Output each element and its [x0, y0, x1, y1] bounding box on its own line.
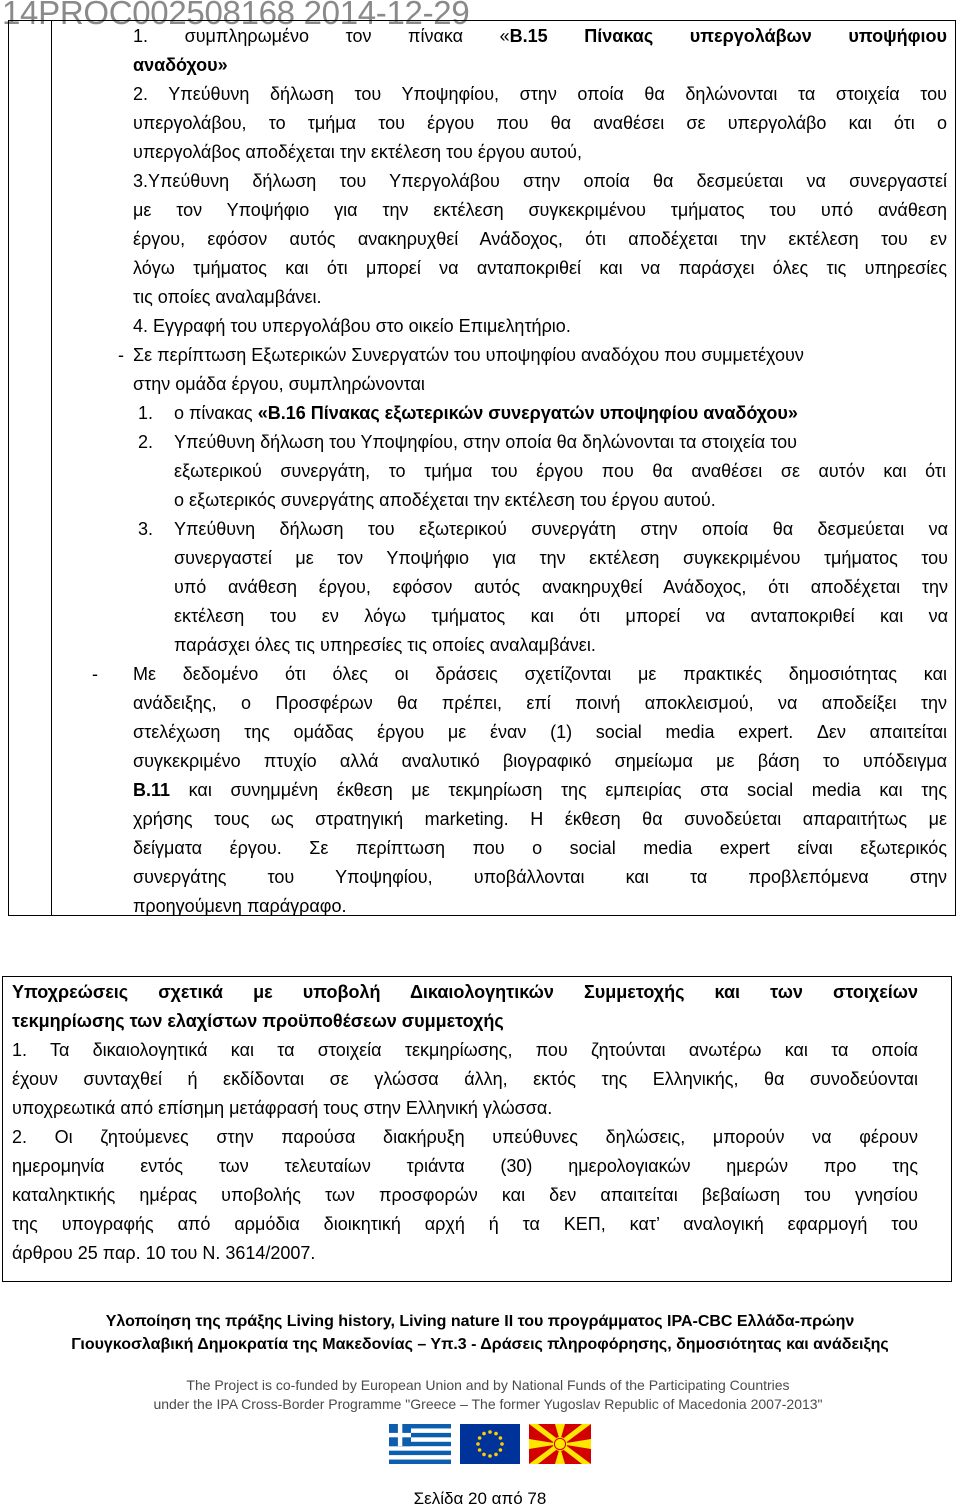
footer-project-line: Υλοποίηση της πράξης Living history, Living nature II του προγράμματος IPA-CBC Ελλάδα-πρώην: [105, 1313, 855, 1330]
text-line: εκτέλεση του εν λόγω τμήματος και ότι μπορεί να ανταποκριθεί και να: [174, 606, 948, 626]
text-line: άρθρου 25 παρ. 10 του Ν. 3614/2007.: [12, 1243, 316, 1263]
text-line: 4. Εγγραφή του υπεργολάβου στο οικείο Επιμελητήριο.: [133, 316, 571, 336]
text-line: υπεργολάβος αποδέχεται την εκτέλεση του έργου αυτού,: [133, 142, 582, 162]
section-heading: Υποχρεώσεις σχετικά με υποβολή Δικαιολογητικών Συμμετοχής και των στοιχείων: [12, 982, 918, 1002]
text-line: ημερομηνία εντός των τελευταίων τριάντα (30) ημερολογιακών ημερών προ της: [12, 1156, 918, 1176]
text-line: συγκεκριμένο πτυχίο αλλά αναλυτικό βιογραφικό σημείωμα με βάση το υπόδειγμα: [133, 751, 947, 771]
banner-text: The Project is co-funded by European Union and by National Funds of the Participating Countries: [186, 1377, 790, 1393]
text-line: 1. συμπληρωμένο τον πίνακα «Β.15 Πίνακας υπεργολάβων υποψήφιου: [133, 26, 948, 46]
text-line: λόγω τμήματος και ότι μπορεί να ανταποκριθεί και να παράσχει όλες τις υπηρεσίες: [133, 258, 947, 278]
text-line: ανάδειξης, ο Προσφέρων θα πρέπει, επί ποινή αποκλεισμού, να αποδείξει την: [133, 693, 947, 713]
text-line: Με δεδομένο ότι όλες οι δράσεις σχετίζονται με πρακτικές δημοσιότητας και: [133, 664, 947, 684]
text-line: 1. Τα δικαιολογητικά και τα στοιχεία τεκμηρίωσης, που ζητούνται ανωτέρω και τα οποία: [12, 1040, 918, 1060]
greece-flag-icon: [389, 1424, 451, 1464]
text-line: στελέχωση της ομάδας έργου με έναν (1) social media expert. Δεν απαιτείται: [133, 722, 947, 742]
macedonia-flag-icon: [529, 1424, 591, 1464]
document-id-watermark: 14PROC002508168 2014-12-29: [2, 0, 470, 31]
text-line: Σε περίπτωση Εξωτερικών Συνεργατών του υποψηφίου αναδόχου που συμμετέχουν: [133, 345, 804, 365]
list-number: 2.: [138, 432, 154, 452]
text-line: στην ομάδα έργου, συμπληρώνονται: [133, 374, 425, 394]
eu-flag-icon: [460, 1424, 520, 1464]
list-dash: -: [118, 345, 124, 365]
text-line: αναδόχου»: [133, 55, 228, 75]
text-line: Υπεύθυνη δήλωση του εξωτερικού συνεργάτη στην οποία θα δεσμεύεται να: [174, 519, 948, 539]
text-line: της υπογραφής από αρμόδια διοικητική αρχή ή τα ΚΕΠ, κατ’ αναλογική εφαρμογή του: [12, 1214, 918, 1234]
text-line: Β.11 και συνημμένη έκθεση με τεκμηρίωση της εμπειρίας στα social media και της: [133, 780, 947, 800]
text-line: 3.Υπεύθυνη δήλωση του Υπεργολάβου στην οποία θα δεσμεύεται να συνεργαστεί: [133, 171, 947, 191]
text-line: υπό ανάθεση έργου, εφόσον αυτός ανακηρυχθεί Ανάδοχος, ότι αποδέχεται την: [174, 577, 948, 597]
text-line: συνεργάτης του Υποψηφίου, υποβάλλονται και τα προβλεπόμενα στην: [133, 867, 947, 887]
text-line: με τον Υποψήφιο για την εκτέλεση συγκεκριμένου τμήματος του υπό ανάθεση: [133, 200, 947, 220]
footer-project-line: Γιουγκοσλαβική Δημοκρατία της Μακεδονίας – Υπ.3 - Δράσεις πληροφόρησης, δημοσιότητας και ανάδειξης: [71, 1336, 889, 1353]
text-line: υποχρεωτικά από επίσημη μετάφρασή τους στην Ελληνική γλώσσα.: [12, 1098, 553, 1118]
funding-banner: [84, 1364, 874, 1460]
text-line: Υπεύθυνη δήλωση του Υποψηφίου, στην οποία θα δηλώνονται τα στοιχεία του: [174, 432, 797, 452]
text-line: δείγματα έργου. Σε περίπτωση που ο social media expert είναι εξωτερικός: [133, 838, 947, 858]
text-line: ο εξωτερικός συνεργάτης αποδέχεται την εκτέλεση του έργου αυτού.: [174, 490, 716, 510]
banner-text: under the IPA Cross-Border Programme "Greece – The former Yugoslav Republic of Macedonia 2007-2013": [153, 1396, 823, 1412]
page-number: Σελίδα 20 από 78: [413, 1489, 547, 1508]
text-line: ο πίνακας «Β.16 Πίνακας εξωτερικών συνεργατών υποψηφίου αναδόχου»: [174, 403, 798, 423]
list-number: 3.: [138, 519, 154, 539]
text-line: 2. Οι ζητούμενες στην παρούσα διακήρυξη υπεύθυνες δηλώσεις, μπορούν να φέρουν: [12, 1127, 918, 1147]
text-line: εξωτερικού συνεργάτη, το τμήμα του έργου που θα αναθέσει σε αυτόν και ότι: [174, 461, 946, 481]
text-line: προηγούμενη παράγραφο.: [133, 896, 347, 916]
text-line: έργου, εφόσον αυτός ανακηρυχθεί Ανάδοχος, ότι αποδέχεται την εκτέλεση του εν: [133, 229, 947, 249]
text-line: 2. Υπεύθυνη δήλωση του Υποψηφίου, στην οποία θα δηλώνονται τα στοιχεία του: [133, 84, 947, 104]
list-number: 1.: [138, 403, 154, 423]
text-line: χρήσης τους ως στρατηγική marketing. Η έκθεση θα συνοδεύεται απαραιτήτως με: [133, 809, 947, 829]
section-heading: τεκμηρίωσης των ελαχίστων προϋποθέσεων συμμετοχής: [12, 1011, 504, 1031]
list-dash: -: [92, 664, 98, 684]
text-line: καταληκτικής ημέρας υποβολής των προσφορών και δεν απαιτείται βεβαίωση του γνησίου: [12, 1185, 918, 1205]
text-line: υπεργολάβου, το τμήμα του έργου που θα αναθέσει σε υπεργολάβο και ότι ο: [133, 113, 947, 133]
text-line: παράσχει όλες τις υπηρεσίες τις οποίες αναλαμβάνει.: [174, 635, 596, 655]
text-line: έχουν συνταχθεί ή εκδίδονται σε γλώσσα άλλη, εκτός της Ελληνικής, θα συνοδεύονται: [12, 1069, 918, 1089]
text-line: τις οποίες αναλαμβάνει.: [133, 287, 322, 307]
table-column-divider: [51, 21, 52, 915]
text-line: συνεργαστεί με τον Υποψήφιο για την εκτέλεση συγκεκριμένου τμήματος του: [174, 548, 948, 568]
